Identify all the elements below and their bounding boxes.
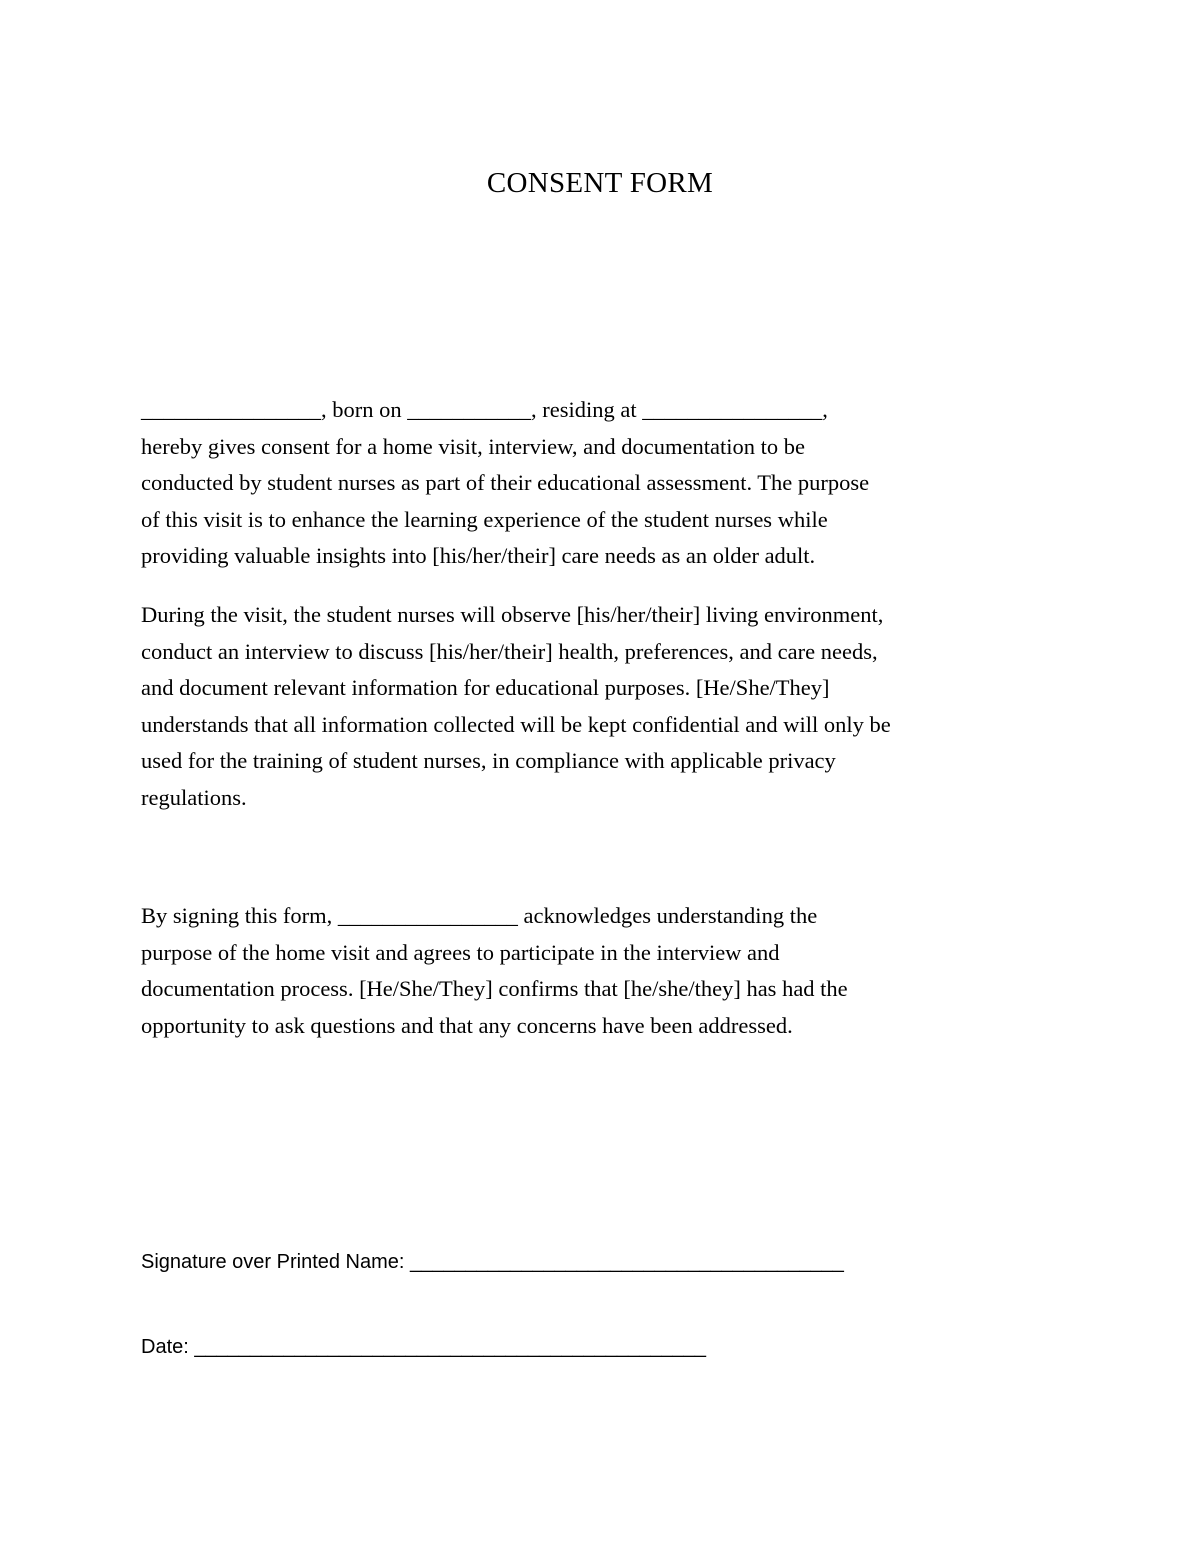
paragraph-line: and document relevant information for educational purposes. [He/She/They] [141,675,830,701]
paragraph-line: of this visit is to enhance the learning experience of the student nurses while [141,506,828,532]
paragraph-line: opportunity to ask questions and that any concerns have been addressed. [141,1012,793,1038]
paragraph-line: conduct an interview to discuss [his/her/their] health, preferences, and care needs, [141,638,878,664]
paragraph-line: By signing this form, ________________ acknowledges understanding the [141,903,818,928]
paragraph-line: ________________, born on ___________, residing at ________________, [141,397,828,422]
date-line: Date: ______________________________________________ [141,1336,707,1358]
paragraph-line: During the visit, the student nurses will observe [his/her/their] living environment, [141,602,884,627]
consent-paragraph-2 [141,597,1066,817]
paragraph-line: purpose of the home visit and agrees to participate in the interview and [141,939,780,965]
page-title: CONSENT FORM [486,167,714,199]
signature-line: Signature over Printed Name: _______________________________________ [141,1251,844,1273]
paragraph-line: documentation process. [He/She/They] confirms that [he/she/they] has had the [141,976,848,1002]
paragraph-line: regulations. [141,784,247,810]
paragraph-line: hereby gives consent for a home visit, interview, and documentation to be [141,433,805,459]
consent-paragraph-1 [141,392,1066,575]
paragraph-line: providing valuable insights into [his/her/their] care needs as an older adult. [141,543,816,569]
consent-paragraph-3 [141,898,1066,1044]
paragraph-line: conducted by student nurses as part of their educational assessment. The purpose [141,470,870,496]
paragraph-line: understands that all information collected will be kept confidential and will only be [141,711,891,737]
paragraph-line: used for the training of student nurses, in compliance with applicable privacy [141,748,836,774]
